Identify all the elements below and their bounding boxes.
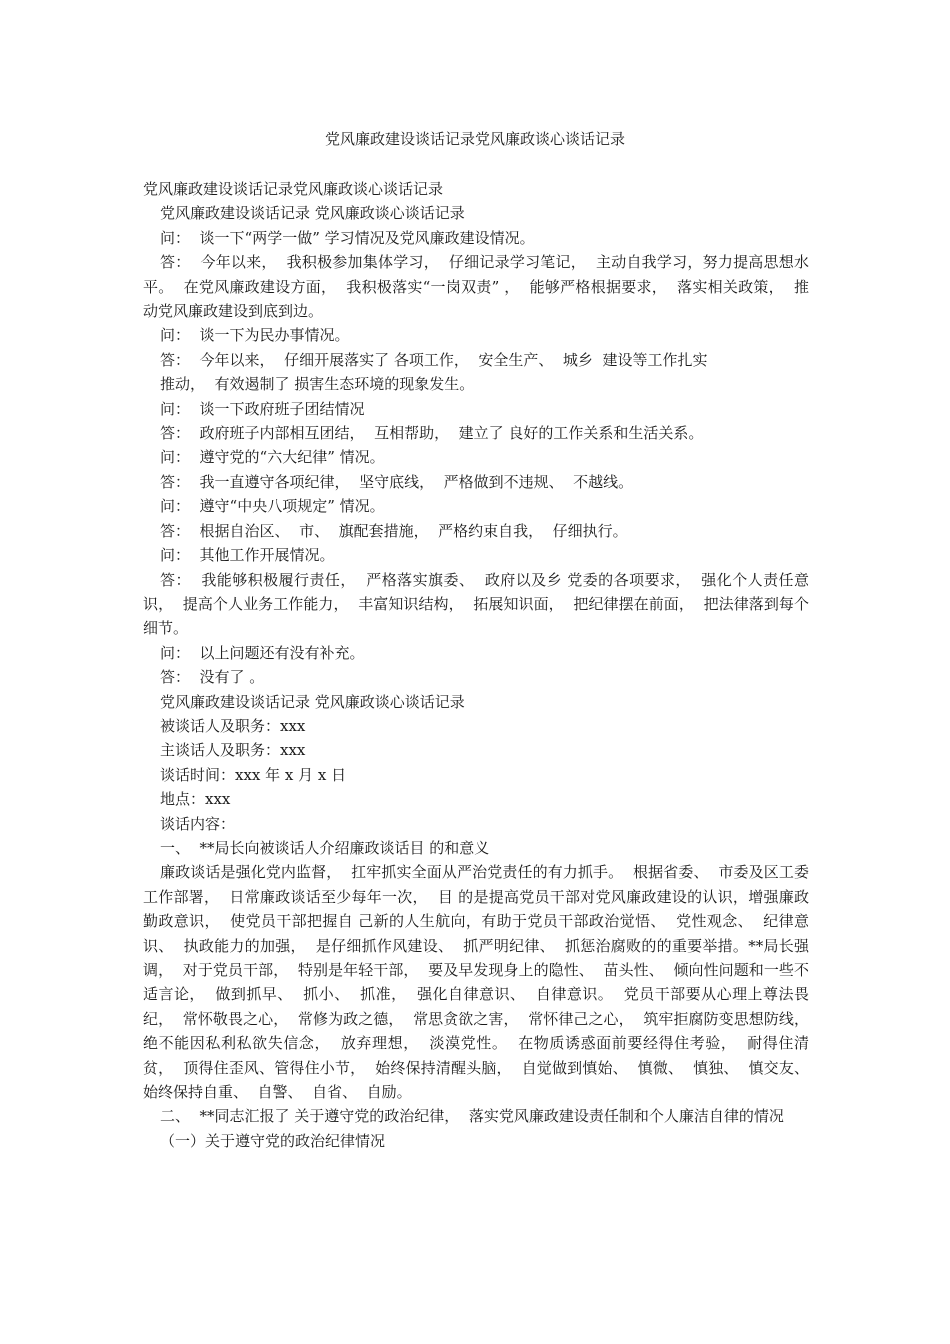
paragraph: 地点：xxx [160, 790, 231, 809]
paragraph: 答： 今年以来， 仔细开展落实了 各项工作， 安全生产、 城乡 建设等工作扎实 [160, 350, 708, 369]
page-title: 党风廉政建设谈话记录党风廉政谈心谈话记录 [324, 130, 625, 148]
paragraph: 问： 谈一下为民办事情况。 [160, 326, 350, 345]
paragraph: 问： 遵守党的“六大纪律” 情况。 [160, 448, 385, 467]
paragraph: 党风廉政建设谈话记录 党风廉政谈心谈话记录 [160, 204, 465, 223]
paragraph: 答： 我一直遵守各项纪律， 坚守底线， 严格做到不违规、 不越线。 [160, 472, 634, 491]
paragraph: 答： 没有了 。 [160, 668, 265, 687]
paragraph: 问： 遵守“中央八项规定” 情况。 [160, 497, 385, 516]
paragraph: （一）关于遵守党的政治纪律情况 [160, 1131, 386, 1150]
paragraph: 问： 谈一下政府班子团结情况 [160, 399, 365, 418]
paragraph: 答： 今年以来， 我积极参加集体学习， 仔细记录学习笔记， 主动自我学习，努力提高思想水平。 在党风廉政建设方面， 我积极落实“一岗双责” ， 能够严格根据要求， 落实相关政策， 推动党风廉政建设到底到边。 [143, 253, 809, 321]
paragraph: 问： 其他工作开展情况。 [160, 546, 335, 565]
paragraph: 被谈话人及职务：xxx [160, 716, 306, 735]
paragraph: 谈话内容： [160, 814, 236, 833]
paragraph: 问： 谈一下“两学一做” 学习情况及党风廉政建设情况。 [160, 228, 535, 247]
paragraph: 党风廉政建设谈话记录党风廉政谈心谈话记录 [143, 180, 444, 198]
document-body [143, 177, 819, 1153]
paragraph: 答： 根据自治区、 市、 旗配套措施， 严格约束自我， 仔细执行。 [160, 521, 628, 540]
paragraph: 廉政谈话是强化党内监督， 扛牢抓实全面从严治党责任的有力抓手。 根据省委、 市委及区工委工作部署， 日常廉政谈话至少每年一次， 目 的是提高党员干部对党风廉政建设的认识，增强廉政勤政意识， 使党员干部把握自 己新的人生航向，有助于党员干部政治觉悟、 党性观念、 纪律意识、 执政能力的加强， 是仔细抓作风建设、 抓严明纪律、 抓惩治腐败的的重要举措。**局长强调， 对于党员干部， 特别是年轻干部， 要及早发现身上的隐性、 苗头性、 倾向性问题和一些不适言论， 做到抓早、 抓小、 抓准， 强化自律意识、 自律意识。 党员干部要从心理上尊法畏纪， 常怀敬畏之心， 常修为政之德， 常思贪欲之害， 常怀律己之心， 筑牢拒腐防变思想防线， 绝不能因私利私欲失信念， 放弃理想， 淡漠党性。 在物质诱惑面前要经得住考验， 耐得住清贫， 顶得住歪风、管得住小节， 始终保持清醒头脑， 自觉做到慎始、 慎微、 慎独、 慎交友、 始终保持自重、 自警、 自省、 自励。 [143, 863, 819, 1102]
paragraph: 党风廉政建设谈话记录 党风廉政谈心谈话记录 [160, 692, 465, 711]
paragraph: 一、 **局长向被谈话人介绍廉政谈话目 的和意义 [160, 838, 490, 857]
paragraph: 答： 政府班子内部相互团结， 互相帮助， 建立了 良好的工作关系和生活关系。 [160, 424, 704, 443]
paragraph: 推动， 有效遏制了 损害生态环境的现象发生。 [160, 375, 475, 394]
paragraph: 问： 以上问题还有没有补充。 [160, 643, 365, 662]
paragraph: 谈话时间：xxx 年 x 月 x 日 [160, 765, 347, 784]
paragraph: 主谈话人及职务：xxx [160, 741, 306, 760]
paragraph: 二、 **同志汇报了 关于遵守党的政治纪律， 落实党风廉政建设责任制和个人廉洁自律的情况 [160, 1107, 784, 1126]
paragraph: 答： 我能够积极履行责任， 严格落实旗委、 政府以及乡 党委的各项要求， 强化个人责任意识， 提高个人业务工作能力， 丰富知识结构， 拓展知识面， 把纪律摆在前面， 把法律落到每个细节。 [143, 570, 809, 638]
